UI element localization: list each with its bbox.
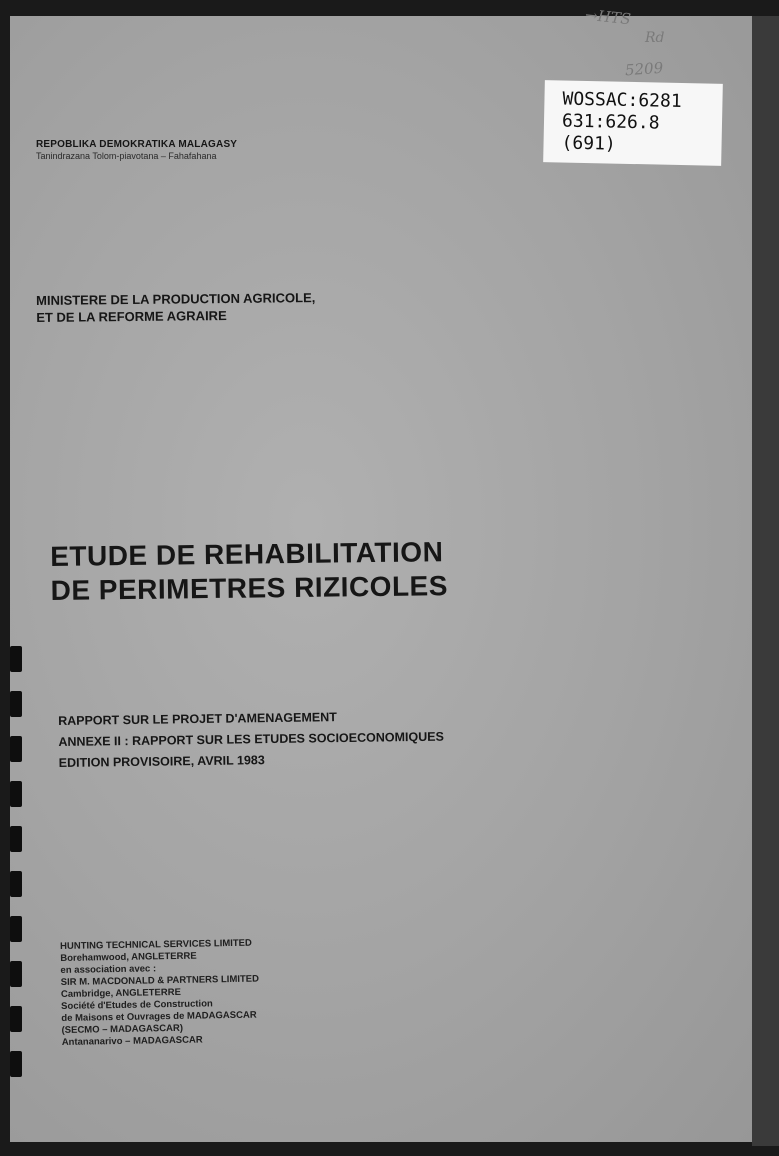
title-line: DE PERIMETRES RIZICOLES	[50, 570, 449, 606]
handwritten-note: Rd	[645, 30, 665, 46]
consultant-firms	[60, 938, 260, 1049]
ministry-name	[36, 289, 316, 326]
spiral-binding	[10, 616, 24, 1156]
firm-line: (SECMO – MADAGASCAR)	[61, 1022, 184, 1036]
report-line: EDITION PROVISOIRE, AVRIL 1983	[58, 753, 265, 770]
firm-line: SIR M. MACDONALD & PARTNERS LIMITED	[60, 973, 260, 988]
page-edge-shadow	[752, 16, 779, 1146]
document-title	[50, 535, 448, 608]
firm-line: en association avec :	[60, 963, 157, 976]
firm-line: Antananarivo – MADAGASCAR	[61, 1034, 203, 1048]
firm-line: Borehamwood, ANGLETERRE	[60, 950, 197, 964]
ministry-line: MINISTERE DE LA PRODUCTION AGRICOLE,	[36, 290, 316, 308]
report-line: RAPPORT SUR LE PROJET D'AMENAGEMENT	[58, 710, 337, 728]
handwritten-note: 5209	[624, 58, 664, 80]
report-line: ANNEXE II : RAPPORT SUR LES ETUDES SOCIOECONOMIQUES	[58, 729, 444, 749]
handwritten-note: →HTS	[584, 5, 632, 29]
firm-line: Société d'Etudes de Construction	[61, 998, 213, 1012]
republic-header	[36, 139, 237, 161]
firm-line: de Maisons et Ouvrages de MADAGASCAR	[61, 1009, 257, 1024]
catalogue-label-line: 631:626.8	[561, 110, 660, 134]
title-line: ETUDE DE REHABILITATION	[50, 536, 444, 572]
catalogue-label-line: (691)	[561, 132, 616, 155]
republic-name: REPOBLIKA DEMOKRATIKA MALAGASY	[36, 139, 238, 150]
catalogue-label	[543, 80, 723, 166]
national-motto: Tanindrazana Tolom-piavotana – Fahafahana	[36, 151, 217, 161]
report-cover-page	[10, 16, 752, 1142]
firm-line: HUNTING TECHNICAL SERVICES LIMITED	[60, 937, 252, 952]
report-subtitle	[58, 706, 444, 774]
firm-line: Cambridge, ANGLETERRE	[60, 986, 182, 1000]
catalogue-label-line: WOSSAC:6281	[562, 88, 682, 113]
ministry-line: ET DE LA REFORME AGRAIRE	[36, 308, 227, 325]
